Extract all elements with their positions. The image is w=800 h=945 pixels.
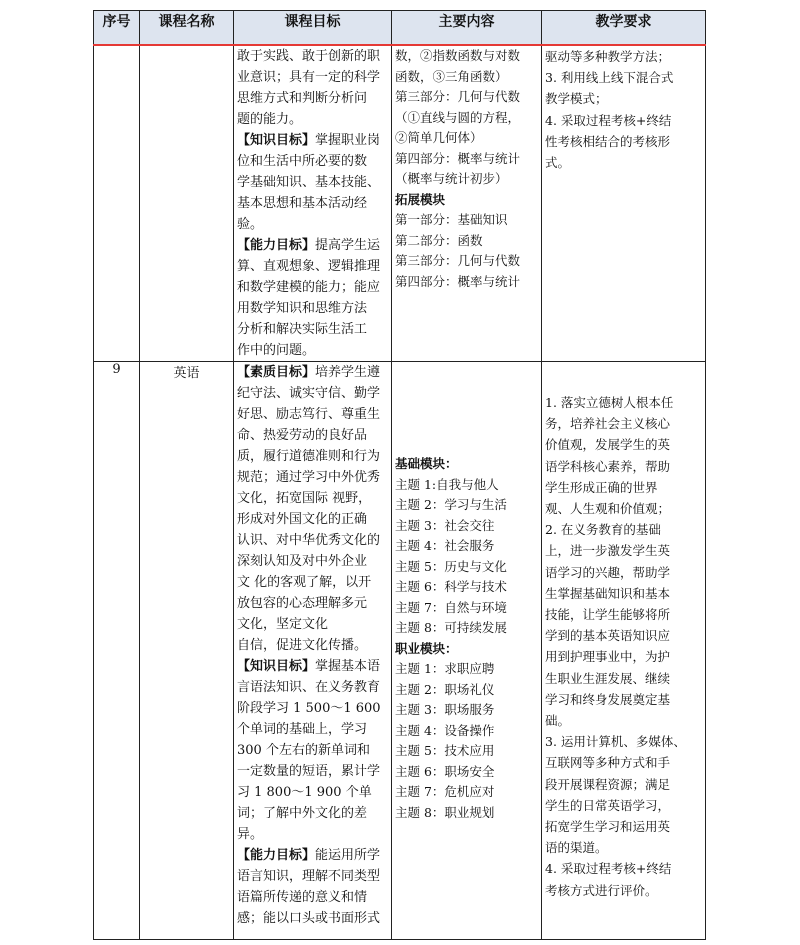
content-line: 主题 5：技术应用 <box>395 743 495 758</box>
requirement-line: 段开展课程资源；满足 <box>545 776 671 792</box>
goal-line: 题的能力。 <box>237 112 303 127</box>
goal-line: 验。 <box>237 217 264 232</box>
content-line: 主题 8：可持续发展 <box>395 620 507 635</box>
content-line: 第三部分：几何与代数 <box>395 253 521 268</box>
goal-line: 位和生活中所必要的数 <box>237 154 368 169</box>
content-line: 函数，③三角函数） <box>395 68 508 84</box>
goal-line: 感；能以口头或书面形式 <box>237 911 381 926</box>
requirement-line: 语学科核心素养，帮助 <box>545 458 671 474</box>
requirement-line: 4. 采取过程考核+终结 <box>545 861 672 877</box>
content-line: 主题 4：设备操作 <box>395 722 495 738</box>
requirement-line: 教学模式； <box>545 91 608 107</box>
goal-line: 一定数量的短语，累计学 <box>237 764 381 779</box>
goal-line: 用数学知识和思维方法 <box>237 301 368 316</box>
content-line: 主题 7：危机应对 <box>395 784 495 799</box>
goal-line: 纪守法、诚实守信、勤学 <box>237 386 381 401</box>
requirement-line: 生掌握基础知识和基本 <box>545 585 671 601</box>
main-content-cell <box>392 45 542 362</box>
requirement-line: 技能，让学生能够将所 <box>545 607 671 623</box>
goal-line: 异。 <box>237 827 264 842</box>
course-goals-cell <box>234 45 392 362</box>
goal-line <box>237 845 388 866</box>
content-line: 主题 1：求职应聘 <box>395 661 495 676</box>
table-row-english <box>94 362 706 940</box>
content-line: 主题 2：职场礼仪 <box>395 681 495 697</box>
goal-line: 语篇所传递的意义和情 <box>237 890 368 905</box>
requirement-line: 3. 利用线上线下混合式 <box>545 70 674 86</box>
requirement-line: 生职业生涯发展、继续 <box>545 670 671 686</box>
requirement-line: 2. 在义务教育的基础 <box>545 522 661 538</box>
goal-line: 基本思想和基本活动经 <box>237 196 368 211</box>
goal-line: 放包容的心态理解多元 <box>237 596 368 611</box>
content-line: 主题 5：历史与文化 <box>395 558 507 574</box>
requirement-line: 学生的日常英语学习， <box>545 797 671 813</box>
ability-goal-tag: 【能力目标】 <box>237 848 316 863</box>
goal-line: 文化，坚定文化 <box>237 617 329 632</box>
goal-line: 文 化的客观了解，以开 <box>237 575 372 590</box>
requirement-line: 语学习的兴趣，帮助学 <box>545 564 671 580</box>
requirement-line: 务，培养社会主义核心 <box>545 416 671 432</box>
goal-line: 命、热爱劳动的良好品 <box>237 428 368 443</box>
requirement-line: 学到的基本英语知识应 <box>545 628 671 644</box>
extension-module-title: 拓展模块 <box>395 191 446 207</box>
table-row-math-continued <box>94 45 706 362</box>
goal-line: 规范；通过学习中外优秀 <box>237 470 381 485</box>
row-number <box>94 45 140 362</box>
goal-line: 自信，促进文化传播。 <box>237 638 368 653</box>
goal-text: 提高学生运 <box>315 238 381 253</box>
content-line: 第三部分：几何与代数 <box>395 89 521 104</box>
content-line: 数，②指数函数与对数 <box>395 48 521 63</box>
main-content-cell <box>392 362 542 940</box>
goal-text: 掌握职业岗 <box>315 133 381 148</box>
content-line: 主题 3：职场服务 <box>395 702 495 717</box>
requirement-line: 学习和终身发展奠定基 <box>545 691 671 707</box>
content-line: 主题 3：社会交往 <box>395 517 495 533</box>
content-line: 第四部分：概率与统计 <box>395 150 521 166</box>
requirement-line: 4. 采取过程考核+终结 <box>545 112 672 128</box>
goal-text: 掌握基本语 <box>315 659 381 674</box>
content-line: （①直线与圆的方程， <box>395 109 521 125</box>
goal-line: 深刻认知及对中外企业 <box>237 554 368 569</box>
course-goals-cell <box>234 362 392 940</box>
goal-line: 作中的问题。 <box>237 343 316 358</box>
teaching-requirements-cell <box>542 362 706 940</box>
ability-goal-tag: 【能力目标】 <box>237 238 316 253</box>
requirement-line: 性考核相结合的考核形 <box>545 133 671 149</box>
goal-line: 算、直观想象、逻辑推理 <box>237 259 381 274</box>
header-course-goals: 课程目标 <box>234 11 392 46</box>
goal-line: 词；了解中外文化的差 <box>237 806 368 821</box>
goal-line: 形成对外国文化的正确 <box>237 512 368 527</box>
content-line: 主题 8：职业规划 <box>395 804 495 820</box>
quality-goal-tag: 【素质目标】 <box>237 365 316 380</box>
requirement-line: 拓宽学生学习和运用英 <box>545 819 671 835</box>
requirement-line: 语的渠道。 <box>545 840 608 856</box>
content-line: 主题 1:自我与他人 <box>395 476 499 492</box>
goal-line: 阶段学习 1 500～1 600 <box>237 701 381 716</box>
content-line: 主题 6：职场安全 <box>395 763 495 779</box>
goal-line: 认识、对中华优秀文化的 <box>237 533 381 548</box>
requirement-line: 互联网等多种方式和手 <box>545 755 671 771</box>
content-line: （概率与统计初步） <box>395 171 508 186</box>
requirement-line: 3. 运用计算机、多媒体、 <box>545 734 686 750</box>
goal-line: 学基础知识、基本技能、 <box>237 175 381 190</box>
goal-line: 和数学建模的能力；能应 <box>237 280 381 295</box>
goal-line: 思维方式和判断分析问 <box>237 91 368 106</box>
career-module-title: 职业模块： <box>395 640 458 656</box>
requirement-line: 价值观，发展学生的英 <box>545 437 671 453</box>
requirement-line: 1. 落实立德树人根本任 <box>545 395 674 410</box>
goal-line: 习 1 800～1 900 个单 <box>237 785 372 800</box>
course-name <box>140 45 234 362</box>
goal-text: 培养学生遵 <box>315 365 381 380</box>
goal-line <box>237 130 388 151</box>
goal-line <box>237 362 388 383</box>
content-line: 第一部分：基础知识 <box>395 212 508 227</box>
content-line: 第二部分：函数 <box>395 232 483 248</box>
content-line: ②简单几何体） <box>395 130 483 145</box>
goal-line <box>237 656 388 677</box>
header-course-name: 课程名称 <box>140 11 234 46</box>
requirement-line: 观、人生观和价值观； <box>545 501 671 517</box>
goal-line: 言语法知识、在义务教育 <box>237 680 381 695</box>
goal-line: 业意识；具有一定的科学 <box>237 70 381 85</box>
content-line: 主题 4：社会服务 <box>395 538 495 553</box>
goal-line: 质，履行道德准则和行为 <box>237 449 381 464</box>
goal-line: 好思、励志笃行、尊重生 <box>237 407 381 422</box>
requirement-line: 础。 <box>545 713 571 729</box>
requirement-line: 用到护理事业中，为护 <box>545 649 671 665</box>
requirement-line: 上，进一步激发学生英 <box>545 543 671 559</box>
basic-module-title: 基础模块： <box>395 456 458 471</box>
content-line: 主题 2：学习与生活 <box>395 497 507 512</box>
requirement-line: 驱动等多种教学方法； <box>545 49 671 64</box>
row-number: 9 <box>94 362 140 940</box>
goal-line <box>237 235 388 256</box>
header-teaching-requirements: 教学要求 <box>542 11 706 46</box>
goal-line: 文化，拓宽国际 视野， <box>237 491 372 506</box>
requirement-line: 式。 <box>545 155 571 171</box>
course-name: 英语 <box>140 362 234 940</box>
content-line: 主题 7：自然与环境 <box>395 599 507 615</box>
header-row <box>94 11 706 46</box>
header-main-content: 主要内容 <box>392 11 542 46</box>
curriculum-table <box>93 10 706 940</box>
content-line: 主题 6：科学与技术 <box>395 579 507 594</box>
content-line: 第四部分：概率与统计 <box>395 273 521 289</box>
requirement-line: 学生形成正确的世界 <box>545 479 658 495</box>
goal-line: 个单词的基础上，学习 <box>237 722 368 737</box>
knowledge-goal-tag: 【知识目标】 <box>237 133 316 148</box>
teaching-requirements-cell <box>542 45 706 362</box>
requirement-line: 考核方式进行评价。 <box>545 882 658 898</box>
goal-line: 分析和解决实际生活工 <box>237 322 368 337</box>
goal-text: 能运用所学 <box>315 848 381 863</box>
goal-line: 语言知识，理解不同类型 <box>237 869 381 884</box>
knowledge-goal-tag: 【知识目标】 <box>237 659 316 674</box>
header-index: 序号 <box>94 11 140 46</box>
goal-line: 300 个左右的新单词和 <box>237 743 370 758</box>
goal-line: 敢于实践、敢于创新的职 <box>237 49 381 64</box>
